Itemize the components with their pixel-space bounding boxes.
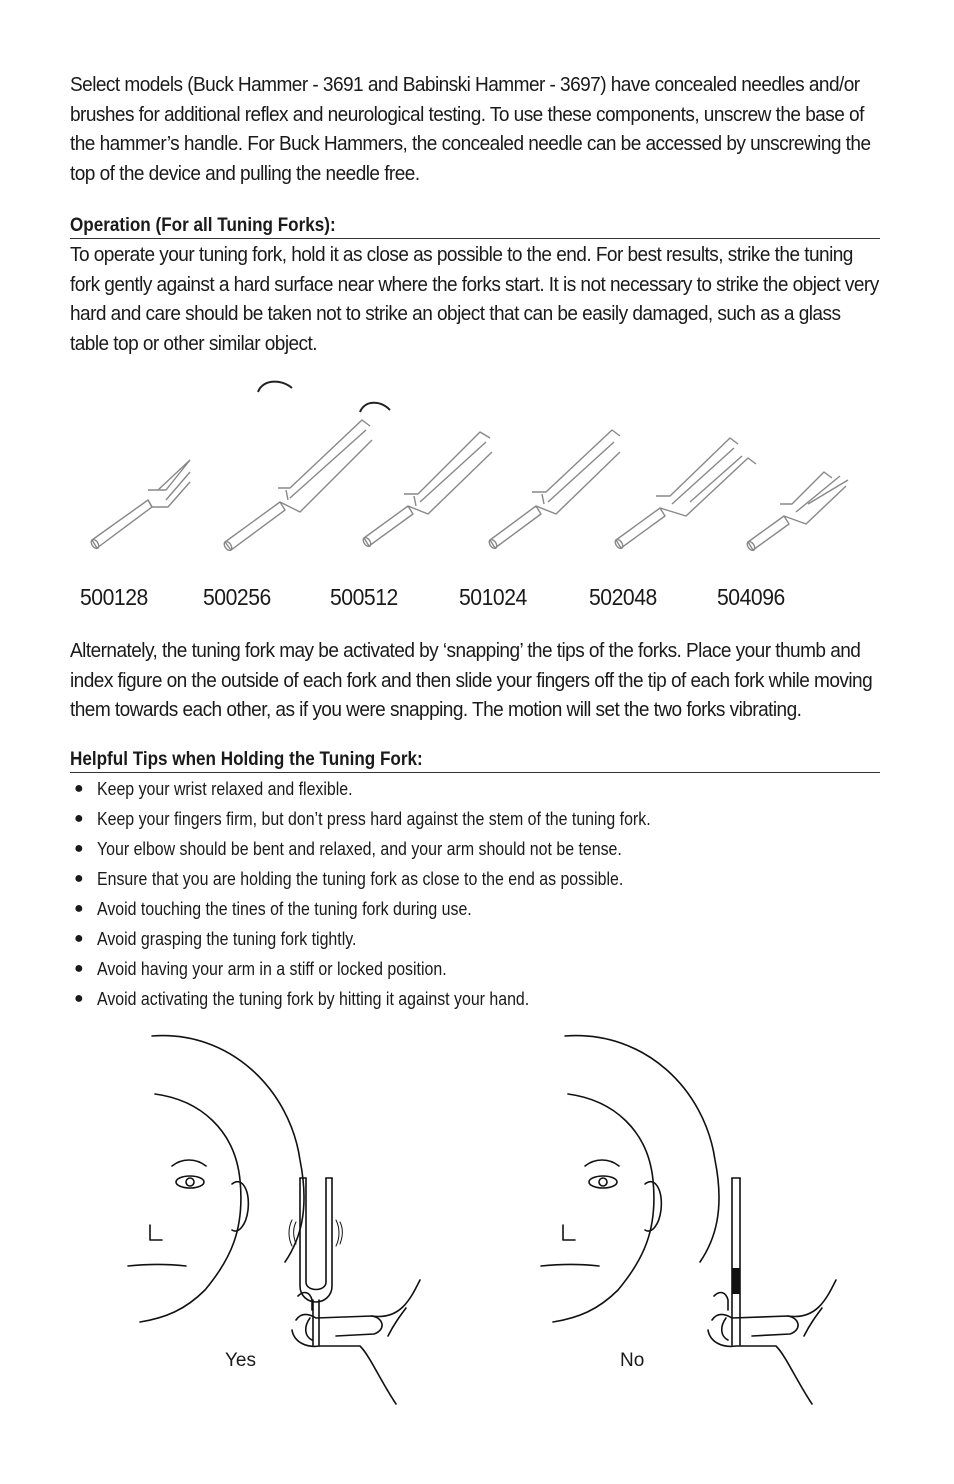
list-item: ● Avoid activating the tuning fork by hitting it against your hand. <box>70 984 890 1014</box>
tips-heading-text: Helpful Tips when Holding the Tuning Fork: <box>70 749 423 770</box>
model-label: 500512 <box>330 584 398 610</box>
bullet-icon: ● <box>74 990 84 1007</box>
correct-hold-illustration <box>128 1036 420 1404</box>
operation-heading-text: Operation (For all Tuning Forks): <box>70 215 336 236</box>
list-item: ● Keep your fingers firm, but don’t press hard against the stem of the tuning fork. <box>70 804 890 834</box>
list-item: ● Avoid touching the tines of the tuning fork during use. <box>70 894 890 924</box>
list-item: ● Keep your wrist relaxed and flexible. <box>70 774 890 804</box>
model-label: 500256 <box>203 584 271 610</box>
tuning-fork-no-icon <box>732 1178 740 1345</box>
snapping-paragraph: Alternately, the tuning fork may be activated by ‘snapping’ the tips of the forks. Place your thumb and index figure on the outside of each fork and then slide your fingers off the tip of each fork while moving them towards each other, as if you were snapping. The motion will set the two forks vibrating. <box>70 639 873 721</box>
bullet-icon: ● <box>74 870 84 887</box>
model-label: 500128 <box>80 584 148 610</box>
list-item: ● Avoid grasping the tuning fork tightly. <box>70 924 890 954</box>
model-label: 504096 <box>717 584 785 610</box>
bullet-icon: ● <box>74 930 84 947</box>
model-label: 502048 <box>589 584 657 610</box>
list-item: ● Avoid having your arm in a stiff or locked position. <box>70 954 890 984</box>
bullet-icon: ● <box>74 810 84 827</box>
bullet-icon: ● <box>74 960 84 977</box>
bullet-icon: ● <box>74 780 84 797</box>
incorrect-hold-illustration <box>541 1036 836 1404</box>
intro-paragraph: Select models (Buck Hammer - 3691 and Babinski Hammer - 3697) have concealed needles and/or brushes for additional reflex and neurological testing. To use these components, unscrew the base of the hammer’s handle. For Buck Hammers, the concealed needle can be accessed by unscrewing the top of the device and pulling the needle free. <box>70 73 871 185</box>
list-item: ● Your elbow should be bent and relaxed, and your arm should not be tense. <box>70 834 890 864</box>
list-item: ● Ensure that you are holding the tuning fork as close to the end as possible. <box>70 864 890 894</box>
yes-caption: Yes <box>225 1350 256 1371</box>
bullet-icon: ● <box>74 900 84 917</box>
model-label: 501024 <box>459 584 527 610</box>
hair-outline <box>152 1036 304 1262</box>
bullet-icon: ● <box>74 840 84 857</box>
operation-paragraph: To operate your tuning fork, hold it as close as possible to the end. For best results, strike the tuning fork gently against a hard surface near where the forks start. It is not necessary to strike the object very hard and care should be taken not to strike an object that can be easily damaged, such as a glass table top or other similar object. <box>70 243 879 355</box>
no-caption: No <box>620 1350 645 1371</box>
